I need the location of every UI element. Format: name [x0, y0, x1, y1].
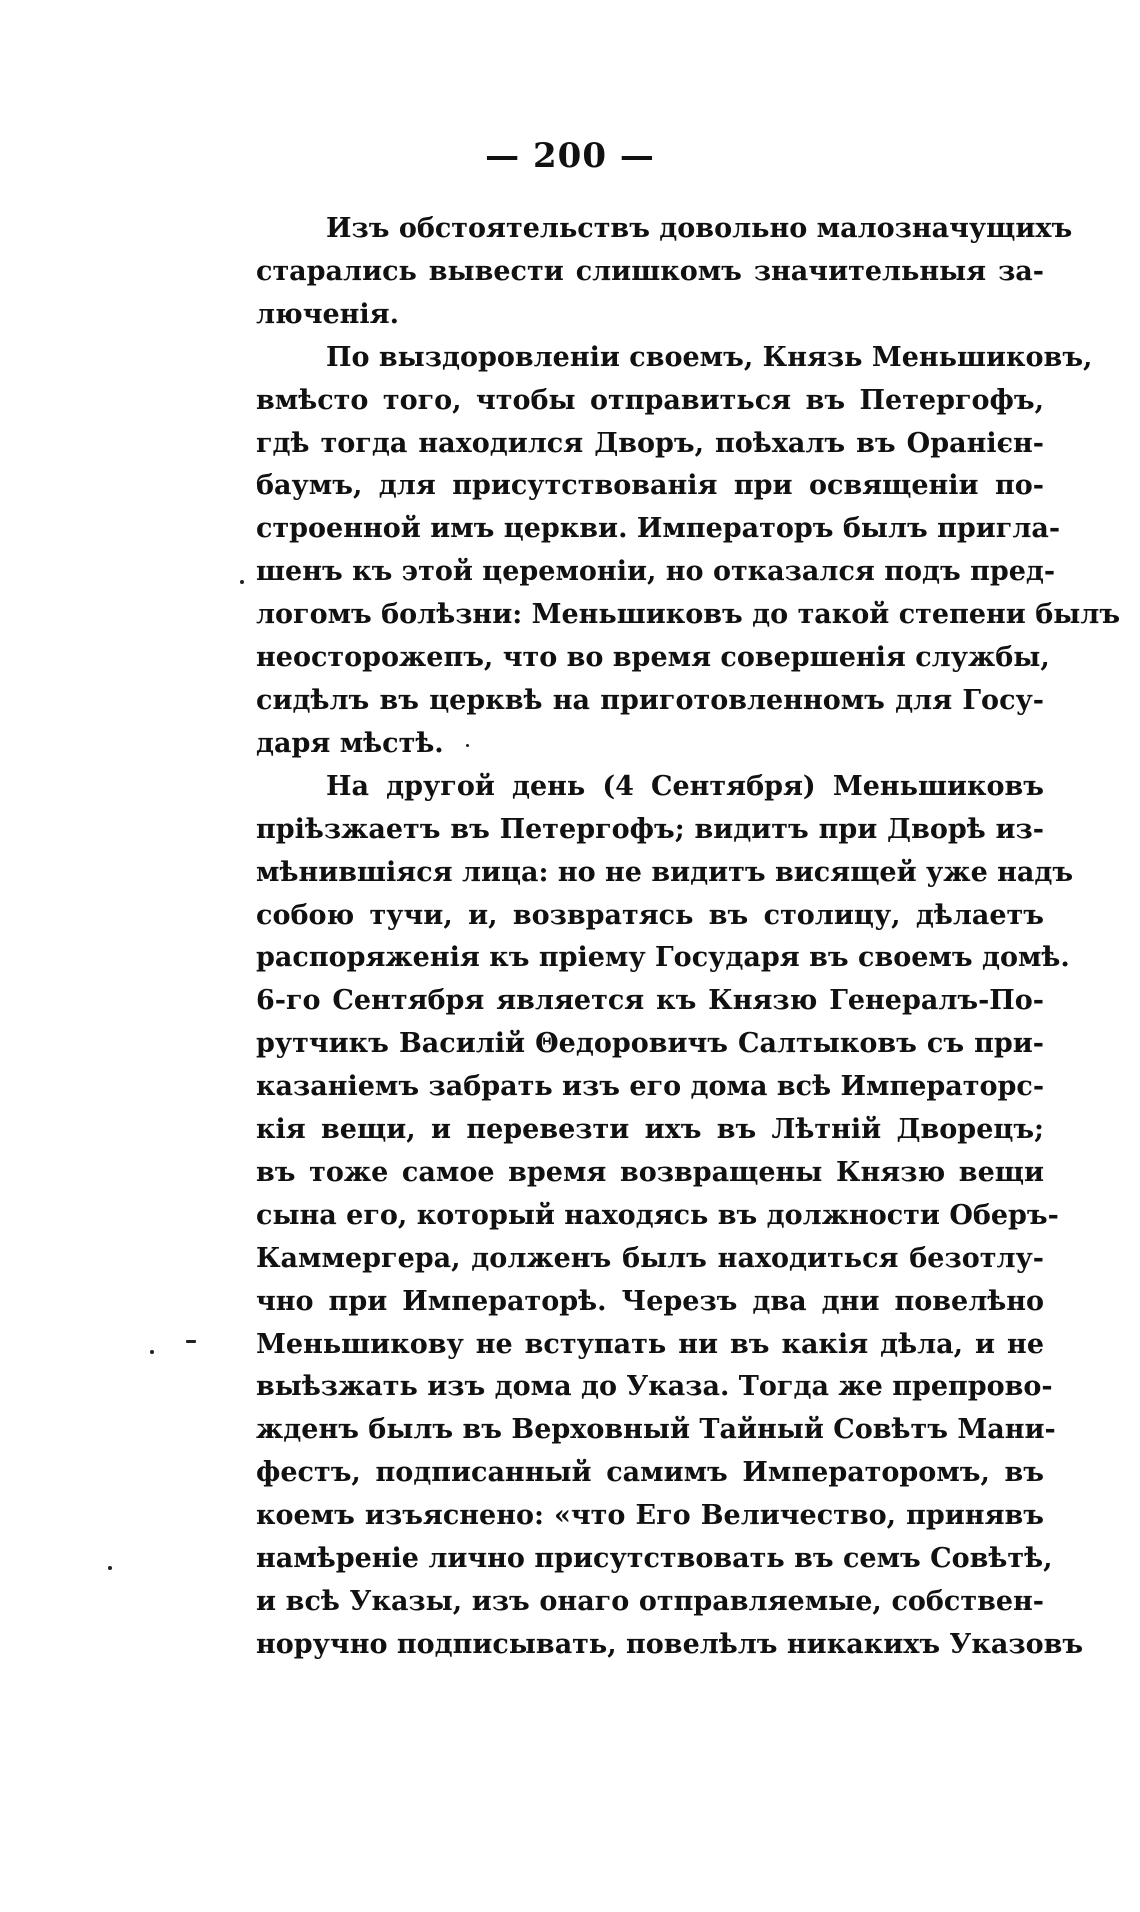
text-line: норучно подписывать, повелѣлъ никакихъ Указовъ	[256, 1628, 1084, 1660]
body-text	[256, 208, 1121, 1667]
text-line: вмѣсто того, чтобы отправиться въ Петергофъ,	[256, 384, 1044, 416]
paragraph-1	[256, 208, 1073, 337]
text-line: По выздоровленіи своемъ, Князь Меньшиковъ,	[326, 341, 1093, 373]
text-line: шенъ къ этой церемоніи, но отказался подъ пред-	[256, 556, 1056, 588]
text-line: гдѣ тогда находился Дворъ, поѣхалъ въ Оранієн-	[256, 427, 1044, 459]
scan-speck	[150, 1350, 154, 1354]
text-line: въ тоже самое время возвращены Князю вещи	[256, 1156, 1044, 1188]
text-line: логомъ болѣзни: Меньшиковъ до такой степени былъ	[256, 599, 1121, 631]
text-line: Меньшикову не вступать ни въ какія дѣла, и не	[256, 1328, 1044, 1360]
paragraph-3	[256, 766, 1084, 1667]
text-line: баумъ, для присутствованія при освященіи по-	[256, 470, 1044, 502]
text-line: рутчикъ Василій Θедоровичъ Салтыковъ съ при-	[256, 1028, 1044, 1060]
text-line: чно при Императорѣ. Черезъ два дни повелѣно	[256, 1285, 1044, 1317]
text-line: На другой день (4 Сентября) Меньшиковъ	[326, 770, 1044, 802]
scan-speck	[186, 1340, 196, 1343]
text-line: фестъ, подписанный самимъ Императоромъ, въ	[256, 1457, 1044, 1489]
text-line: пріѣзжаетъ въ Петергофъ; видитъ при Дворѣ из-	[256, 813, 1044, 845]
text-line: собою тучи, и, возвратясь въ столицу, дѣлаетъ	[256, 899, 1044, 931]
text-line: даря мѣстѣ.	[256, 727, 444, 759]
text-line: выѣзжать изъ дома до Указа. Тогда же препрово-	[256, 1371, 1053, 1403]
text-line: распоряженія къ пріему Государя въ своемъ домѣ.	[256, 942, 1070, 974]
text-line: неосторожепъ, что во время совершенія службы,	[256, 642, 1050, 674]
text-line: кія вещи, и перевезти ихъ въ Лѣтній Дворецъ;	[256, 1114, 1044, 1146]
scan-speck	[108, 1566, 112, 1570]
text-line: коемъ изъяснено: «что Его Величество, принявъ	[256, 1500, 1044, 1532]
text-line: старались вывести слишкомъ значительныя за-	[256, 255, 1044, 287]
scan-speck	[466, 744, 469, 747]
text-line: строенной имъ церкви. Императоръ былъ пригла-	[256, 513, 1061, 545]
text-line: мѣнившіяся лица: но не видитъ висящей уже надъ	[256, 856, 1074, 888]
text-line: жденъ былъ въ Верховный Тайный Совѣтъ Мани-	[256, 1414, 1056, 1446]
scan-speck	[240, 580, 244, 584]
text-line: Каммергера, долженъ былъ находиться безотлу-	[256, 1242, 1044, 1274]
text-line: люченія.	[256, 298, 400, 330]
text-line: Изъ обстоятельствъ довольно малозначущихъ	[326, 213, 1073, 244]
paragraph-2	[256, 337, 1121, 766]
page-number: — 200 —	[485, 136, 655, 176]
text-line: сына его, который находясь въ должности Оберъ-	[256, 1199, 1059, 1231]
text-line: 6-го Сентября является къ Князю Генералъ-По-	[256, 985, 1044, 1017]
text-line: казаніемъ забрать изъ его дома всѣ Императорс-	[256, 1071, 1045, 1103]
text-line: намѣреніе лично присутствовать въ семъ Совѣтѣ,	[256, 1543, 1053, 1575]
text-line: и всѣ Указы, изъ онаго отправляемые, собствен-	[256, 1586, 1044, 1617]
text-line: сидѣлъ въ церквѣ на приготовленномъ для Госу-	[256, 684, 1044, 716]
